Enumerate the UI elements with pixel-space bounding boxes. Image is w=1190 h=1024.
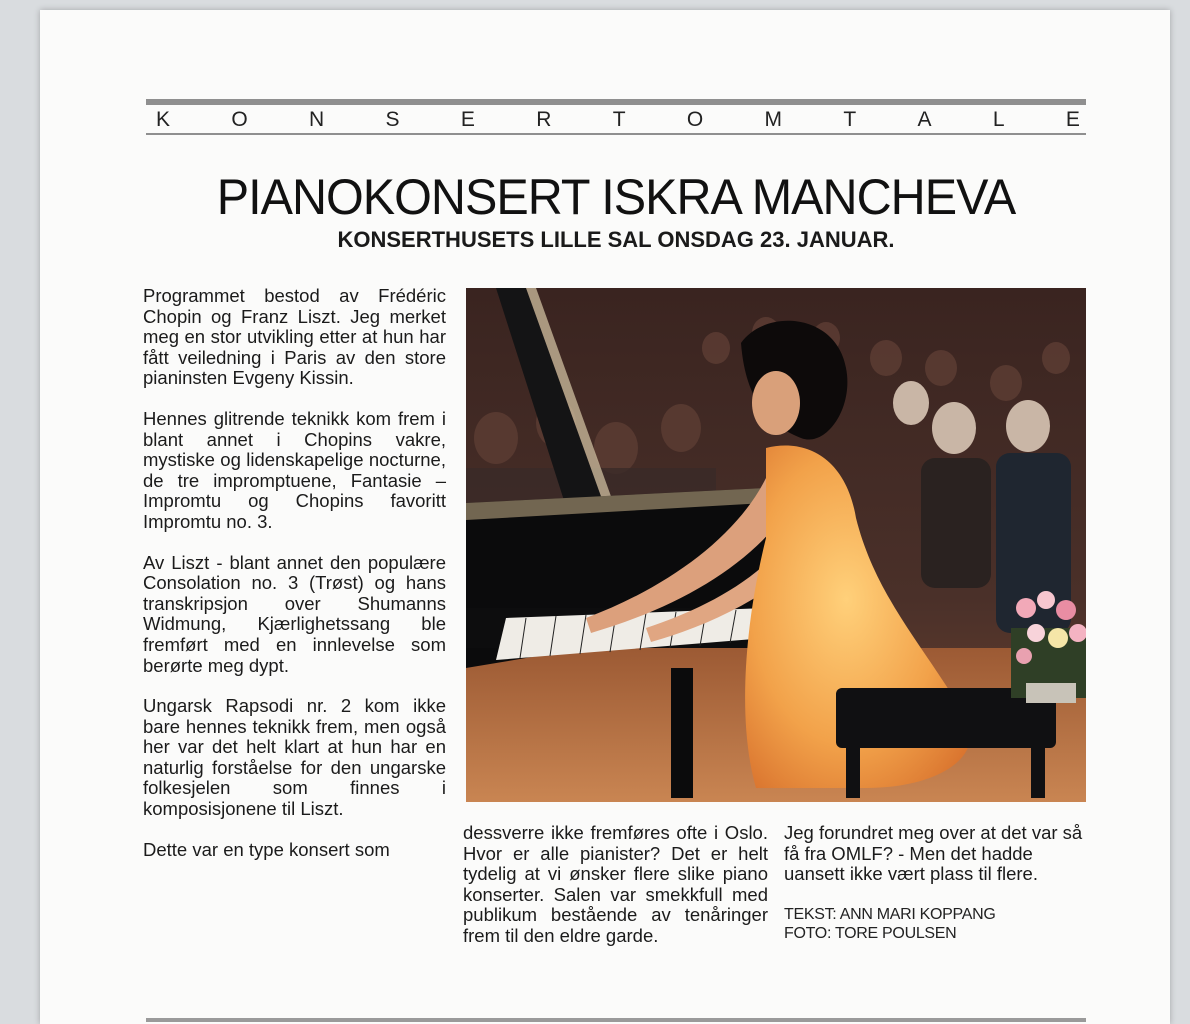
section-label-letter: L (992, 107, 1005, 131)
footer-rule (146, 1018, 1086, 1022)
paragraph: Dette var en type konsert som (143, 838, 390, 860)
section-label-letter: E (460, 107, 475, 131)
section-label-letter: R (536, 107, 552, 131)
left-column (143, 286, 446, 880)
section-label-letter: A (917, 107, 932, 131)
paragraph: Av Liszt - blant annet den populære Consolation no. 3 (Trøst) og hans transkripsjon over Shumanns Widmung, Kjærlighetssang ble fremført med en innlevelse som berørte meg dypt. (143, 551, 446, 676)
subheadline: KONSERTHUSETS LILLE SAL ONSDAG 23. JANUAR. (337, 227, 895, 252)
paragraph: dessverre ikke fremføres ofte i Oslo. Hvor er alle pianister? Det er helt tydelig at vi ønsker flere slike piano konserter. Salen var smekkfull med publikum bestående av tenåringer frem til den eldre garde. (463, 822, 768, 946)
section-label-letter: M (764, 107, 783, 131)
credits (784, 905, 1084, 943)
paragraph: Hennes glitrende teknikk kom frem i blant annet i Chopins vakre, mystiske og lidenskapelige nocturne, de tre impromptuene, Fantasie – Impromtu og Chopins favoritt Impromtu no. 3. (143, 407, 446, 532)
text-credit: TEKST: ANN MARI KOPPANG (784, 905, 996, 923)
section-label-letter: S (385, 107, 400, 131)
section-label-letter: O (231, 107, 248, 131)
right-column (784, 823, 1084, 943)
section-label-letter: O (686, 107, 704, 131)
paragraph: Programmet bestod av Frédéric Chopin og Franz Liszt. Jeg merket meg en stor utvikling etter at hun har fått veiledning i Paris av den store pianinsten Evgeny Kissin. (143, 285, 446, 389)
section-label-bar (146, 99, 1086, 135)
section-label-letter: N (309, 107, 325, 131)
section-label-letter: T (843, 107, 857, 131)
headline: PIANOKONSERT ISKRA MANCHEVA (216, 169, 1016, 225)
paragraph: Ungarsk Rapsodi nr. 2 kom ikke bare hennes teknikk frem, men også her var det helt klart at hun har en naturlig forståelse for den ungarske folkesjelen som finnes i komposisjonene til Liszt. (143, 695, 446, 820)
section-label-letter: E (1065, 107, 1080, 131)
concert-photo (466, 288, 1086, 802)
paragraph: Jeg forundret meg over at det var så få fra OMLF? - Men det hadde uansett ikke vært plass til flere. (784, 822, 1083, 885)
middle-column (463, 823, 768, 967)
photo-credit: FOTO: TORE POULSEN (784, 924, 957, 942)
section-label-letter: K (156, 107, 171, 131)
section-label-letter: T (612, 107, 626, 131)
